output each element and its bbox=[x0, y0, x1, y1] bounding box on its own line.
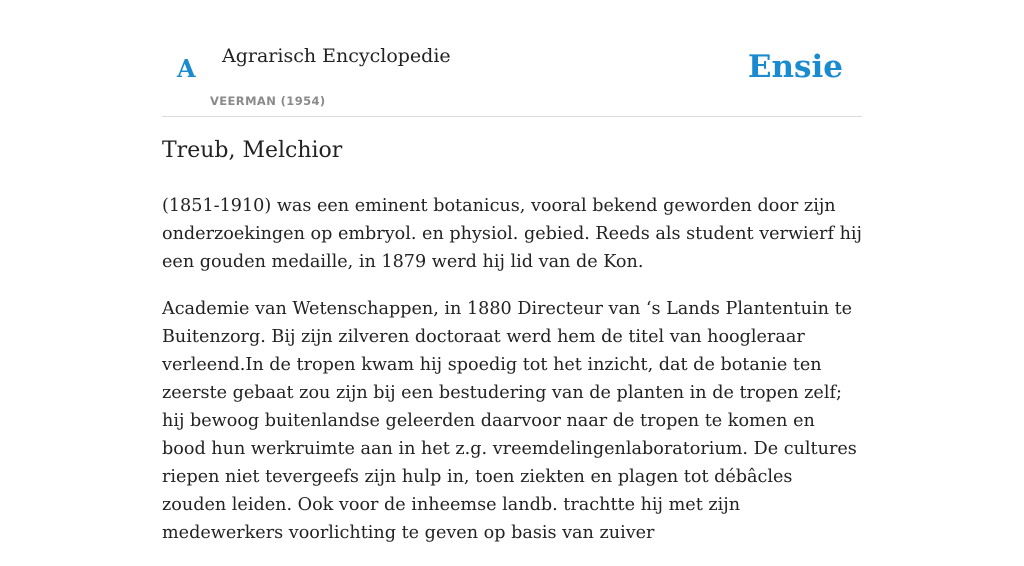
entry-paragraph: (1851-1910) was een eminent botanicus, vooral bekend geworden door zijn onderzoekingen op embryol. en physiol. gebied. Reeds als student verwierf hij een gouden medaille, in 1879 werd hij lid van de Kon. bbox=[162, 196, 862, 272]
source-header bbox=[162, 0, 862, 117]
page bbox=[162, 0, 862, 543]
entry-paragraph: Academie van Wetenschappen, in 1880 Directeur van ‘s Lands Plantentuin te Buitenzorg. Bij zijn zilveren doctoraat werd hem de titel van hoogleraar verleend.In de tropen kwam hij spoedig tot het inzicht, dat de botanie ten zeerste gebaat zou zijn bij een bestudering van de planten in de tropen zelf; hij bewoog buitenlandse geleerden daarvoor naar de tropen te komen en bood hun werkruimte aan in het z.g. vreemdelingenlaboratorium. De cultures riepen niet tevergeefs zijn hulp in, toen ziekten en plagen tot débâcles zouden leiden. Ook voor de inheemse landb. trachtte hij met zijn medewerkers voorlichting te geven op basis van zuiver bbox=[162, 299, 857, 543]
book-title-link[interactable]: Agrarisch Encyclopedie bbox=[222, 45, 451, 67]
entry-body bbox=[162, 192, 862, 566]
book-subtitle: VEERMAN (1954) bbox=[210, 94, 326, 108]
ensie-logo-link[interactable]: Ensie bbox=[747, 49, 843, 85]
source-logo[interactable]: A bbox=[177, 54, 196, 83]
entry-title: Treub, Melchior bbox=[162, 138, 343, 163]
